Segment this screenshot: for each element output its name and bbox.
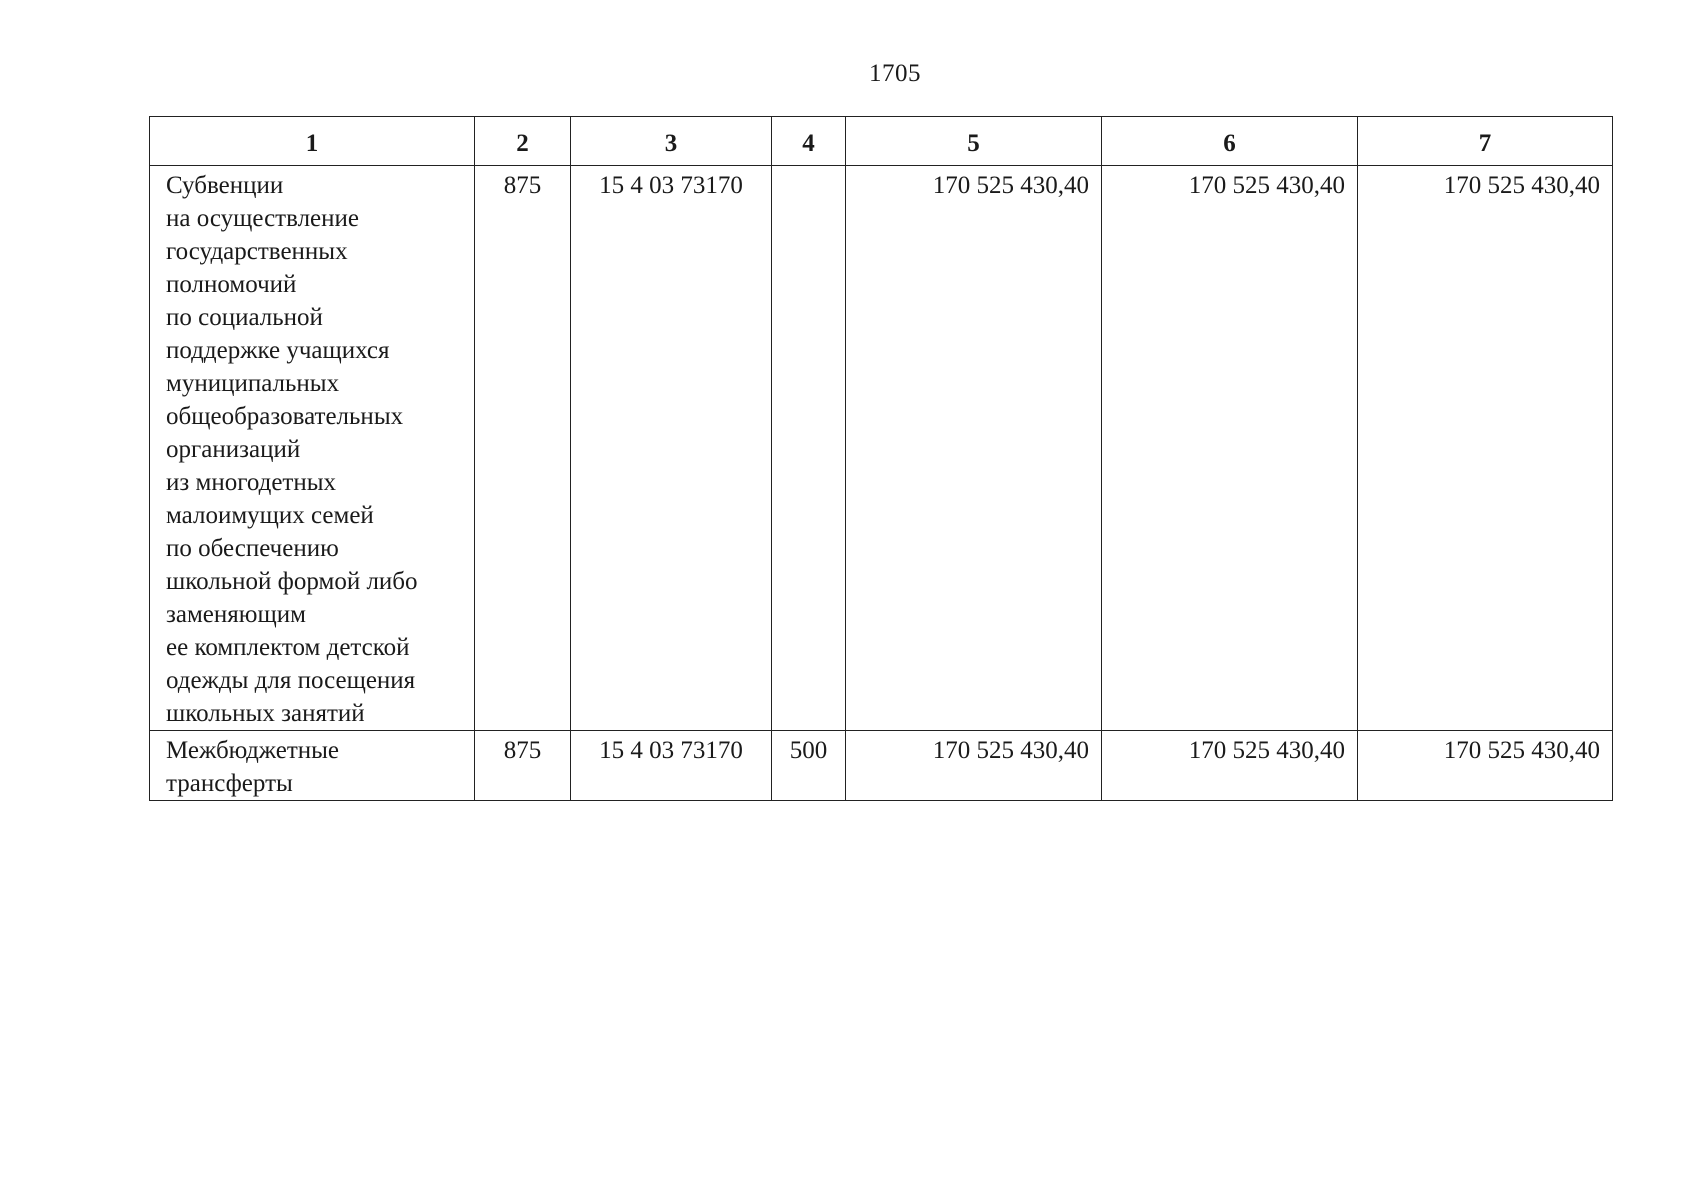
row-amount-col5: 170 525 430,40 (846, 731, 1102, 801)
header-col-3: 3 (571, 117, 772, 166)
row-expense-type (772, 166, 846, 731)
row-name: Межбюджетные трансферты (150, 731, 475, 801)
row-code: 875 (475, 166, 571, 731)
header-col-7: 7 (1358, 117, 1613, 166)
row-code: 875 (475, 731, 571, 801)
row-amount-col5: 170 525 430,40 (846, 166, 1102, 731)
budget-table (149, 116, 1613, 801)
row-name: Субвенции на осуществление государственных полномочий по социальной поддержке учащихся муниципальных общеобразовательных организаций из многодетных малоимущих семей по обеспечению школьной формой либо заменяющим ее комплектом детской одежды для посещения школьных занятий (150, 166, 475, 731)
row-amount-col7: 170 525 430,40 (1358, 166, 1613, 731)
row-target-article: 15 4 03 73170 (571, 166, 772, 731)
row-expense-type: 500 (772, 731, 846, 801)
header-col-4: 4 (772, 117, 846, 166)
page-number: 1705 (869, 60, 921, 87)
header-col-1: 1 (150, 117, 475, 166)
row-amount-col6: 170 525 430,40 (1102, 166, 1358, 731)
row-amount-col7: 170 525 430,40 (1358, 731, 1613, 801)
table-header-row (150, 117, 1613, 166)
header-col-2: 2 (475, 117, 571, 166)
table-row (150, 731, 1613, 801)
row-target-article: 15 4 03 73170 (571, 731, 772, 801)
header-col-6: 6 (1102, 117, 1358, 166)
header-col-5: 5 (846, 117, 1102, 166)
table-row (150, 166, 1613, 731)
row-amount-col6: 170 525 430,40 (1102, 731, 1358, 801)
